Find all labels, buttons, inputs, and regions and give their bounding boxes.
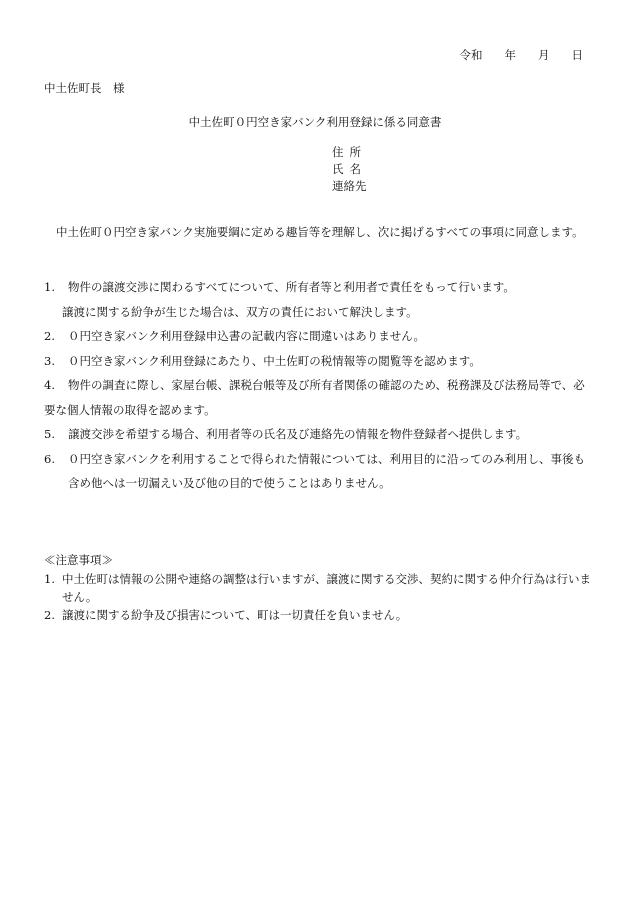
note-2 bbox=[44, 606, 592, 624]
note-number: 1. bbox=[44, 572, 55, 586]
intro-paragraph: 中土佐町０円空き家バンク実施要綱に定める趣旨等を理解し、次に掲げるすべての事項に同意します。 bbox=[56, 225, 584, 239]
applicant-name-label: 氏名 bbox=[332, 162, 367, 176]
clause-text: ０円空き家バンク利用登録にあたり、中土佐町の税情報等の閲覧等を認めます。 bbox=[68, 353, 481, 368]
applicant-address-label: 住所 bbox=[332, 145, 367, 159]
clause-text: 物件の譲渡交渉に関わるすべてについて、所有者等と利用者で責任をもって行います。 bbox=[68, 280, 515, 294]
date-era: 令和 bbox=[459, 48, 483, 62]
consent-clauses bbox=[44, 275, 592, 496]
note-number: 2. bbox=[44, 608, 55, 622]
clause-text: 譲渡交渉を希望する場合、利用者等の氏名及び連絡先の情報を物件登録者へ提供します。 bbox=[68, 427, 528, 441]
applicant-contact-label: 連絡先 bbox=[332, 179, 367, 193]
clause-number: 3. bbox=[44, 353, 55, 368]
date-month: 月 bbox=[538, 48, 550, 62]
clause-number: 6. bbox=[44, 451, 55, 466]
notes-heading: ≪注意事項≫ bbox=[44, 553, 113, 567]
clause-2 bbox=[44, 324, 592, 349]
clause-continuation: 譲渡に関する紛争が生じた場合は、双方の責任において解決します。 bbox=[62, 304, 418, 319]
note-text: 中土佐町は情報の公開や連絡の調整は行いますが、譲渡に関する交渉、契約に関する仲介行為は行いません。 bbox=[62, 572, 591, 604]
clause-5 bbox=[44, 422, 592, 447]
date-day: 日 bbox=[571, 48, 583, 62]
clause-number: 2. bbox=[44, 329, 55, 343]
note-text: 譲渡に関する紛争及び損害について、町は一切責任を負いません。 bbox=[62, 608, 408, 622]
notes-list bbox=[44, 570, 592, 624]
date-line bbox=[460, 47, 584, 63]
clause-number: 5. bbox=[44, 427, 55, 441]
applicant-block bbox=[332, 144, 367, 195]
clause-4 bbox=[44, 373, 592, 422]
note-1 bbox=[44, 570, 592, 606]
clause-number: 4. bbox=[44, 378, 55, 392]
clause-text: 物件の調査に際し、家屋台帳、課税台帳等及び所有者関係の確認のため、税務課及び法務局等で、必要な個人情報の取得を認めます。 bbox=[44, 378, 585, 417]
clause-text: ０円空き家バンクを利用することで得られた情報については、利用目的に沿ってのみ利用し、事後も含め他へは一切漏えい及び他の目的で使うことはありません。 bbox=[68, 451, 586, 490]
addressee: 中土佐町長 様 bbox=[44, 81, 125, 95]
clause-6 bbox=[44, 447, 592, 496]
clause-number: 1. bbox=[44, 280, 55, 294]
clause-1 bbox=[44, 275, 592, 324]
clause-3 bbox=[44, 349, 592, 374]
document-title: 中土佐町０円空き家バンク利用登録に係る同意書 bbox=[188, 115, 442, 129]
date-year: 年 bbox=[504, 48, 516, 62]
clause-text: ０円空き家バンク利用登録申込書の記載内容に間違いはありません。 bbox=[68, 329, 425, 343]
